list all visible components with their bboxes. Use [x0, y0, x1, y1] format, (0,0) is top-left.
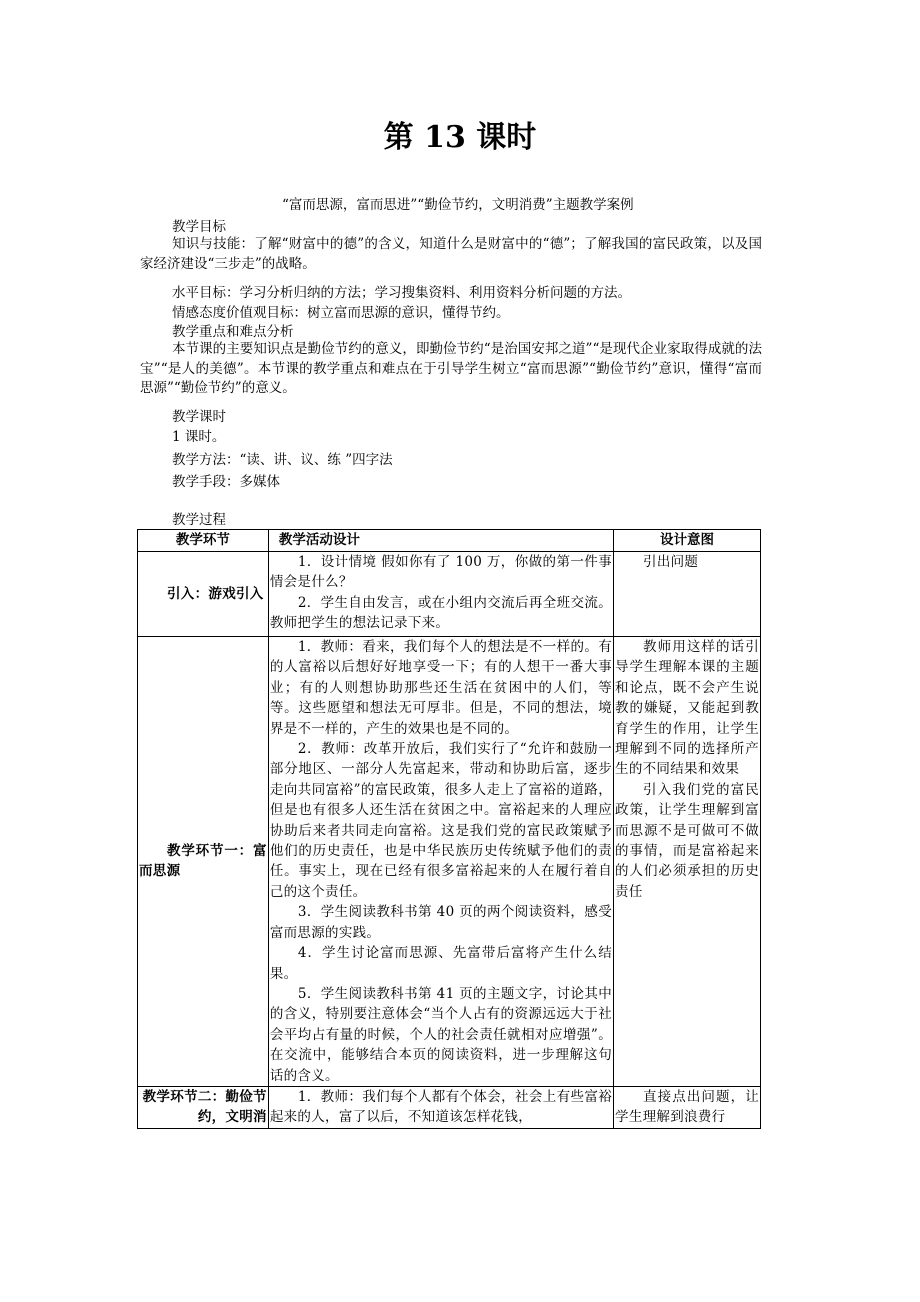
key-points-heading: 教学重点和难点分析 — [172, 324, 294, 340]
activity-item: 4．学生讨论富而思源、先富带后富将产生什么结果。 — [269, 945, 613, 982]
activity-item: 1．设计情境 假如你有了 100 万，你做的第一件事情会是什么？ — [269, 554, 613, 591]
teaching-method: 教学方法：“读、讲、议、练 ”四字法 — [172, 452, 393, 468]
header-activities: 教学活动设计 — [268, 530, 613, 552]
stage-label: 引入：游戏引入 — [167, 585, 264, 602]
activities-cell — [268, 1086, 613, 1128]
key-points-paragraph — [140, 340, 762, 399]
teaching-process-table — [137, 529, 761, 1129]
emotion-goal: 情感态度价值观目标：树立富而思源的意识，懂得节约。 — [172, 305, 510, 321]
header-stage: 教学环节 — [138, 530, 269, 552]
ability-goal: 水平目标：学习分析归纳的方法；学习搜集资料、利用资料分析问题的方法。 — [172, 285, 631, 301]
table-row — [138, 1086, 761, 1128]
activities-cell — [268, 637, 613, 1087]
intent-item: 引出问题 — [643, 554, 699, 570]
intent-cell — [614, 552, 761, 637]
knowledge-skill-paragraph — [140, 235, 762, 274]
activity-item: 3．学生阅读教科书第 40 页的两个阅读资料，感受富而思源的实践。 — [269, 904, 613, 941]
activity-item: 1．教师：我们每个人都有个体会，社会上有些富裕起来的人，富了以后，不知道该怎样花钱， — [269, 1088, 613, 1126]
process-heading: 教学过程 — [172, 512, 226, 528]
activity-item: 5．学生阅读教科书第 41 页的主题文字，讨论其中的含义，特别要注意体会“当个人占有的资源远远大于社会平均占有量的时候，个人的社会责任就相对应增强”。在交流中，能够结合本页的阅读资料，进一步理解这句话的含义。 — [269, 985, 613, 1084]
key-points-text: 本节课的主要知识点是勤俭节约的意义，即勤俭节约“是治国安邦之道”“是现代企业家取得成就的法宝”“是人的美德”。本节课的教学重点和难点在于引导学生树立“富而思源”“勤俭节约”意识，懂得“富而思源”“勤俭节约”的意义。 — [140, 341, 762, 396]
page-title: 第 13 课时 — [383, 120, 537, 155]
header-intent: 设计意图 — [614, 530, 761, 552]
intent-cell — [614, 1086, 761, 1128]
table-row — [138, 552, 761, 637]
intent-item: 直接点出问题，让学生理解到浪费行 — [615, 1088, 759, 1126]
table-header-row — [138, 530, 761, 552]
objectives-heading: 教学目标 — [172, 219, 226, 235]
stage-label: 教学环节二：勤俭节约，文明消 — [142, 1088, 267, 1126]
document-subtitle: “富而思源，富而思进”“勤俭节约，文明消费”主题教学案例 — [282, 197, 634, 213]
knowledge-skill-text: 知识与技能：了解“财富中的德”的含义，知道什么是财富中的“德”；了解我国的富民政策，以及国家经济建设“三步走”的战略。 — [140, 236, 762, 272]
table-row — [138, 637, 761, 1087]
stage-label: 教学环节一：富而思源 — [139, 843, 267, 880]
intent-cell — [614, 637, 761, 1087]
stage-cell — [138, 1086, 269, 1128]
activities-cell — [268, 552, 613, 637]
activity-item: 1．教师：看来，我们每个人的想法是不一样的。有的人富裕以后想好好地享受一下；有的人想干一番大事业；有的人则想协助那些还生活在贫困中的人们，等等。这些愿望和想法无可厚非。但是，不同的想法，境界是不一样的，产生的效果也是不同的。 — [269, 639, 613, 737]
hours-value: 1 课时。 — [172, 429, 226, 445]
activity-item: 2．教师：改革开放后，我们实行了“允许和鼓励一部分地区、一部分人先富起来，带动和协助后富，逐步走向共同富裕”的富民政策，很多人走上了富裕的道路，但是也有很多人还生活在贫困之中。富裕起来的人理应协助后来者共同走向富裕。这是我们党的富民政策赋予他们的历史责任，也是中华民族历史传统赋予他们的责任。事实上，现在已经有很多富裕起来的人在履行着自己的这个责任。 — [269, 741, 613, 900]
stage-cell — [138, 552, 269, 637]
stage-cell — [138, 637, 269, 1087]
intent-item: 教师用这样的话引导学生理解本课的主题和论点，既不会产生说教的嫌疑，又能起到教育学生的作用，让学生理解到不同的选择所产生的不同结果和效果 — [615, 639, 759, 778]
activity-item: 2．学生自由发言，或在小组内交流后再全班交流。教师把学生的想法记录下来。 — [269, 594, 613, 632]
hours-heading: 教学课时 — [172, 409, 226, 425]
teaching-means: 教学手段：多媒体 — [172, 474, 280, 490]
intent-item: 引入我们党的富民政策，让学生理解到富而思源不是可做可不做的事情，而是富裕起来的人们必须承担的历史责任 — [615, 781, 759, 900]
